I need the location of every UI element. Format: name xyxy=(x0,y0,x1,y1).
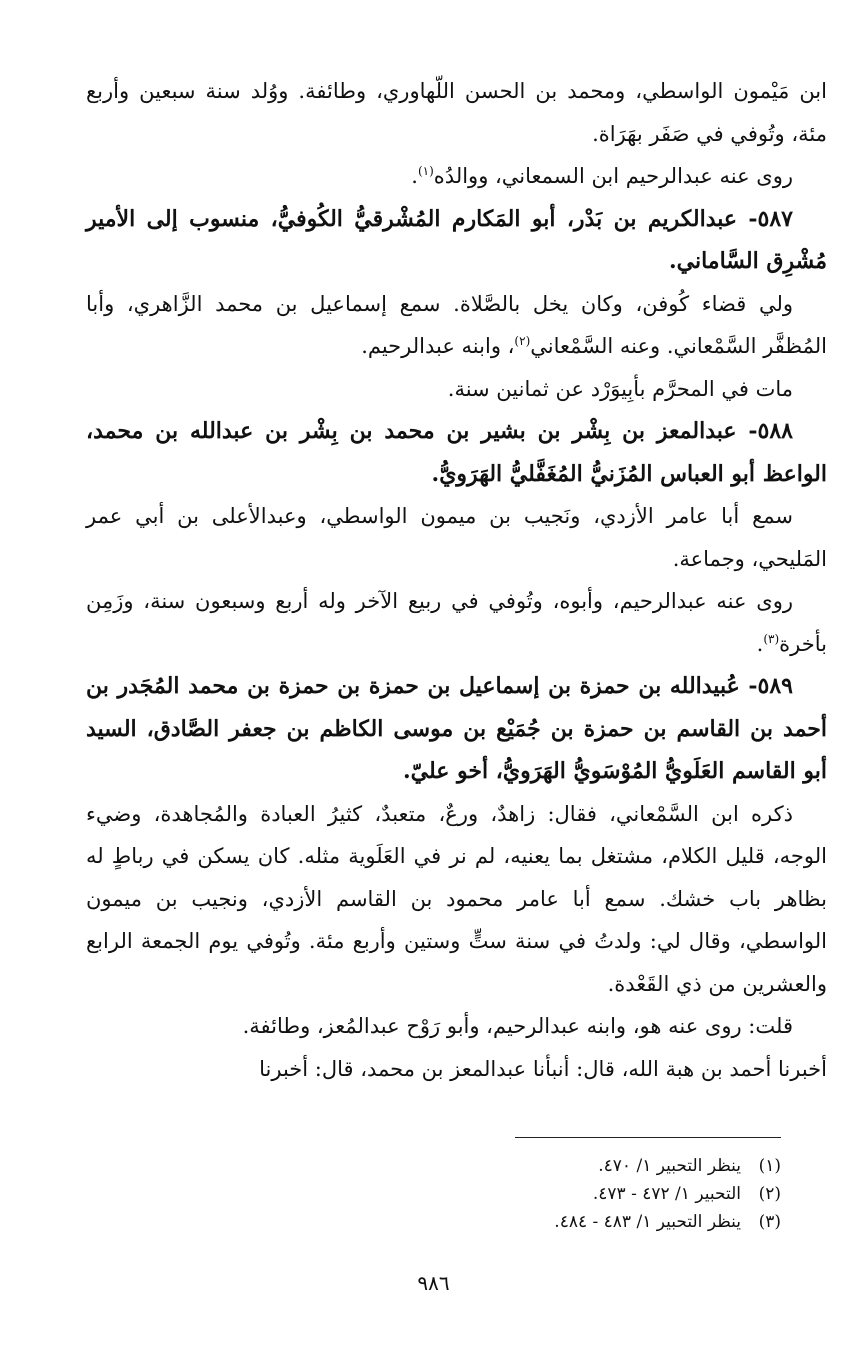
paragraph-8 xyxy=(86,580,827,665)
paragraph-tail: ، وابنه عبدالرحيم. xyxy=(361,334,515,358)
main-text xyxy=(86,70,827,1090)
footnotes xyxy=(86,1152,781,1236)
footnote-text: ينظر التحبير ١/ ٤٧٠. xyxy=(598,1156,741,1176)
entry-number: ٥٨٩- xyxy=(748,673,793,699)
paragraph-11 xyxy=(86,1005,827,1048)
paragraph-text: سمع أبا عامر الأزدي، ونَجيب بن ميمون الواسطي، وعبدالأعلى بن أبي عمر المَليحي، وجماعة. xyxy=(86,504,827,571)
paragraph-tail: . xyxy=(756,631,764,656)
entry-heading: عُبيدالله بن حمزة بن إسماعيل بن حمزة بن حمزة بن محمد المُجَدر بن أحمد بن القاسم بن حمزة بن جُمَيْع بن موسى الكاظم بن جعفر الصَّادق، السيد أبو القاسم العَلَويُّ المُوْسَويُّ الهَرَويُّ، أخو عليّ. xyxy=(86,673,827,784)
paragraph-7 xyxy=(86,495,827,580)
paragraph-5 xyxy=(86,368,827,411)
paragraph-4 xyxy=(86,283,827,368)
footnote-divider xyxy=(515,1137,781,1138)
paragraph-12 xyxy=(86,1048,827,1091)
footnote-number: (٣) xyxy=(758,1212,781,1232)
paragraph-text: ذكره ابن السَّمْعاني، فقال: زاهدٌ، ورعٌ، متعبدٌ، كثيرُ العبادة والمُجاهدة، وضيء الوجه، قليل الكلام، مشتغل بما يعنيه، لم نر في العَلَوية مثله. كان يسكن في رباطٍ له بظاهر باب خشك. سمع أبا عامر محمود بن القاسم الأزدي، ونجيب بن ميمون الواسطي، وقال لي: ولدتُ في سنة ستٍّ وستين وأربع مئة. وتُوفي يوم الجمعة الرابع والعشرين من ذي القَعْدة. xyxy=(86,801,827,996)
paragraph-tail: . xyxy=(411,164,418,188)
footnote-text: ينظر التحبير ١/ ٤٨٣ - ٤٨٤. xyxy=(554,1212,741,1232)
page-number: ٩٨٦ xyxy=(417,1271,450,1295)
paragraph-1 xyxy=(86,70,827,155)
footnote-ref: (٢) xyxy=(514,334,531,348)
entry-587 xyxy=(86,198,827,283)
entry-589 xyxy=(86,665,827,793)
paragraph-text: ابن مَيْمون الواسطي، ومحمد بن الحسن اللّهاوري، وطائفة. ووُلد سنة سبعين وأربع مئة، وتُوفي في صَفَر بهَرَاة. xyxy=(86,79,827,146)
paragraph-10 xyxy=(86,793,827,1006)
entry-heading: عبدالكريم بن بَدْر، أبو المَكارم المُشْرقيُّ الكُوفيُّ، منسوب إلى الأمير مُشْرِق السَّاماني. xyxy=(86,205,827,274)
entry-number: ٥٨٨- xyxy=(748,418,793,444)
entry-588 xyxy=(86,410,827,495)
paragraph-text: روى عنه عبدالرحيم ابن السمعاني، ووالدُه xyxy=(433,164,793,188)
footnote-ref: (١) xyxy=(417,164,434,178)
paragraph-text: ولي قضاء كُوفن، وكان يخل بالصَّلاة. سمع إسماعيل بن محمد الزَّاهري، وأبا المُظفَّر السَّمْعاني. وعنه السَّمْعاني xyxy=(86,291,827,358)
entry-heading: عبدالمعز بن بِشْر بن بشير بن محمد بن بِشْر بن عبدالله بن محمد، الواعظ أبو العباس المُزَنيُّ المُغَفَّليُّ الهَرَويُّ. xyxy=(86,418,827,487)
paragraph-text: أخبرنا أحمد بن هبة الله، قال: أنبأنا عبدالمعز بن محمد، قال: أخبرنا xyxy=(259,1056,827,1081)
paragraph-text: مات في المحرَّم بأبِيوَرْد عن ثمانين سنة. xyxy=(447,376,793,401)
footnote-text: التحبير ١/ ٤٧٢ - ٤٧٣. xyxy=(592,1184,741,1204)
paragraph-text: قلت: روى عنه هو، وابنه عبدالرحيم، وأبو رَوْح عبدالمُعز، وطائفة. xyxy=(242,1014,793,1038)
paragraph-2 xyxy=(86,155,827,198)
footnote-3 xyxy=(86,1208,781,1236)
footnote-2 xyxy=(86,1180,781,1208)
entry-number: ٥٨٧- xyxy=(748,205,793,232)
footnote-number: (٢) xyxy=(758,1184,781,1204)
footnote-ref: (٣) xyxy=(763,631,780,646)
footnote-1 xyxy=(86,1152,781,1180)
paragraph-text: روى عنه عبدالرحيم، وأبوه، وتُوفي في ربيع الآخر وله أربع وسبعون سنة، وزَمِن بأخرة xyxy=(86,589,827,656)
footnote-number: (١) xyxy=(758,1156,781,1176)
